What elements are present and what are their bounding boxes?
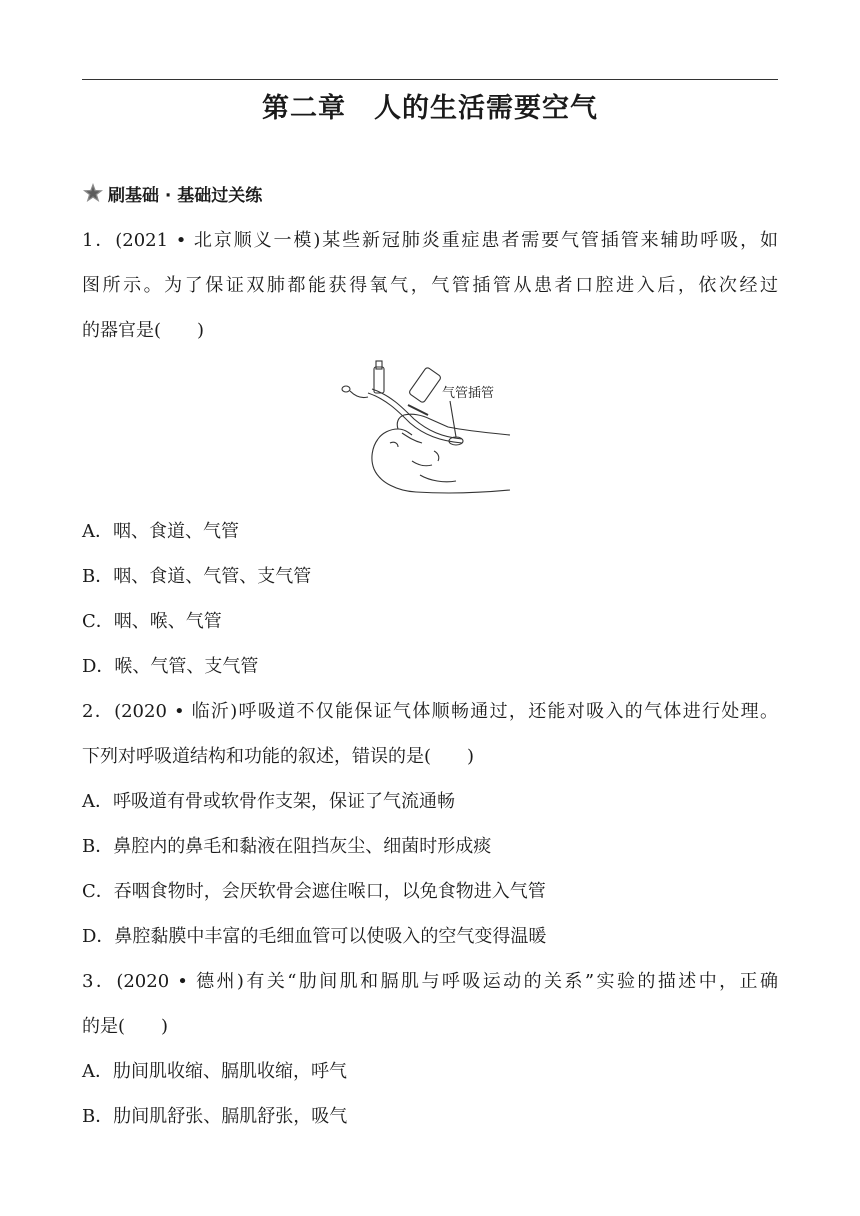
intubation-figure xyxy=(338,357,513,497)
question-1-option-d: D．喉、气管、支气管 xyxy=(82,656,259,677)
question-1-option-c: C．咽、喉、气管 xyxy=(82,611,222,632)
question-2-line-2: 下列对呼吸道结构和功能的叙述，错误的是( ) xyxy=(82,746,475,767)
question-2-option-c: C．吞咽食物时，会厌软骨会遮住喉口，以免食物进入气管 xyxy=(82,881,546,902)
question-1-option-a: A．咽、食道、气管 xyxy=(82,521,239,542)
question-3-line-1: 3．(2020 • 德州)有关“肋间肌和膈肌与呼吸运动的关系”实验的描述中，正确 xyxy=(82,971,778,992)
question-2-line-1: 2．(2020 • 临沂)呼吸道不仅能保证气体顺畅通过，还能对吸入的气体进行处理。 xyxy=(82,701,778,722)
question-1-line-2: 图所示。为了保证双肺都能获得氧气，气管插管从患者口腔进入后，依次经过 xyxy=(82,275,778,296)
question-1-option-b: B．咽、食道、气管、支气管 xyxy=(82,566,312,587)
question-1-line-3: 的器官是( ) xyxy=(82,320,205,341)
star-icon xyxy=(82,182,104,204)
section-label: 刷基础 · 基础过关练 xyxy=(108,185,263,206)
chapter-title: 第二章 人的生活需要空气 xyxy=(262,93,598,124)
section-heading xyxy=(82,180,262,206)
question-3-option-b: B．肋间肌舒张、膈肌舒张，吸气 xyxy=(82,1106,348,1127)
question-1-line-1: 1．(2021 • 北京顺义一模)某些新冠肺炎重症患者需要气管插管来辅助呼吸，如 xyxy=(82,230,778,251)
header-rule xyxy=(82,79,778,80)
question-3-line-2: 的是( ) xyxy=(82,1016,169,1037)
question-2-option-d: D．鼻腔黏膜中丰富的毛细血管可以使吸入的空气变得温暖 xyxy=(82,926,547,947)
question-2-option-a: A．呼吸道有骨或软骨作支架，保证了气流通畅 xyxy=(82,791,455,812)
question-3-option-a: A．肋间肌收缩、膈肌收缩，呼气 xyxy=(82,1061,347,1082)
figure-label: 气管插管 xyxy=(442,386,495,401)
question-2-option-b: B．鼻腔内的鼻毛和黏液在阻挡灰尘、细菌时形成痰 xyxy=(82,836,492,857)
